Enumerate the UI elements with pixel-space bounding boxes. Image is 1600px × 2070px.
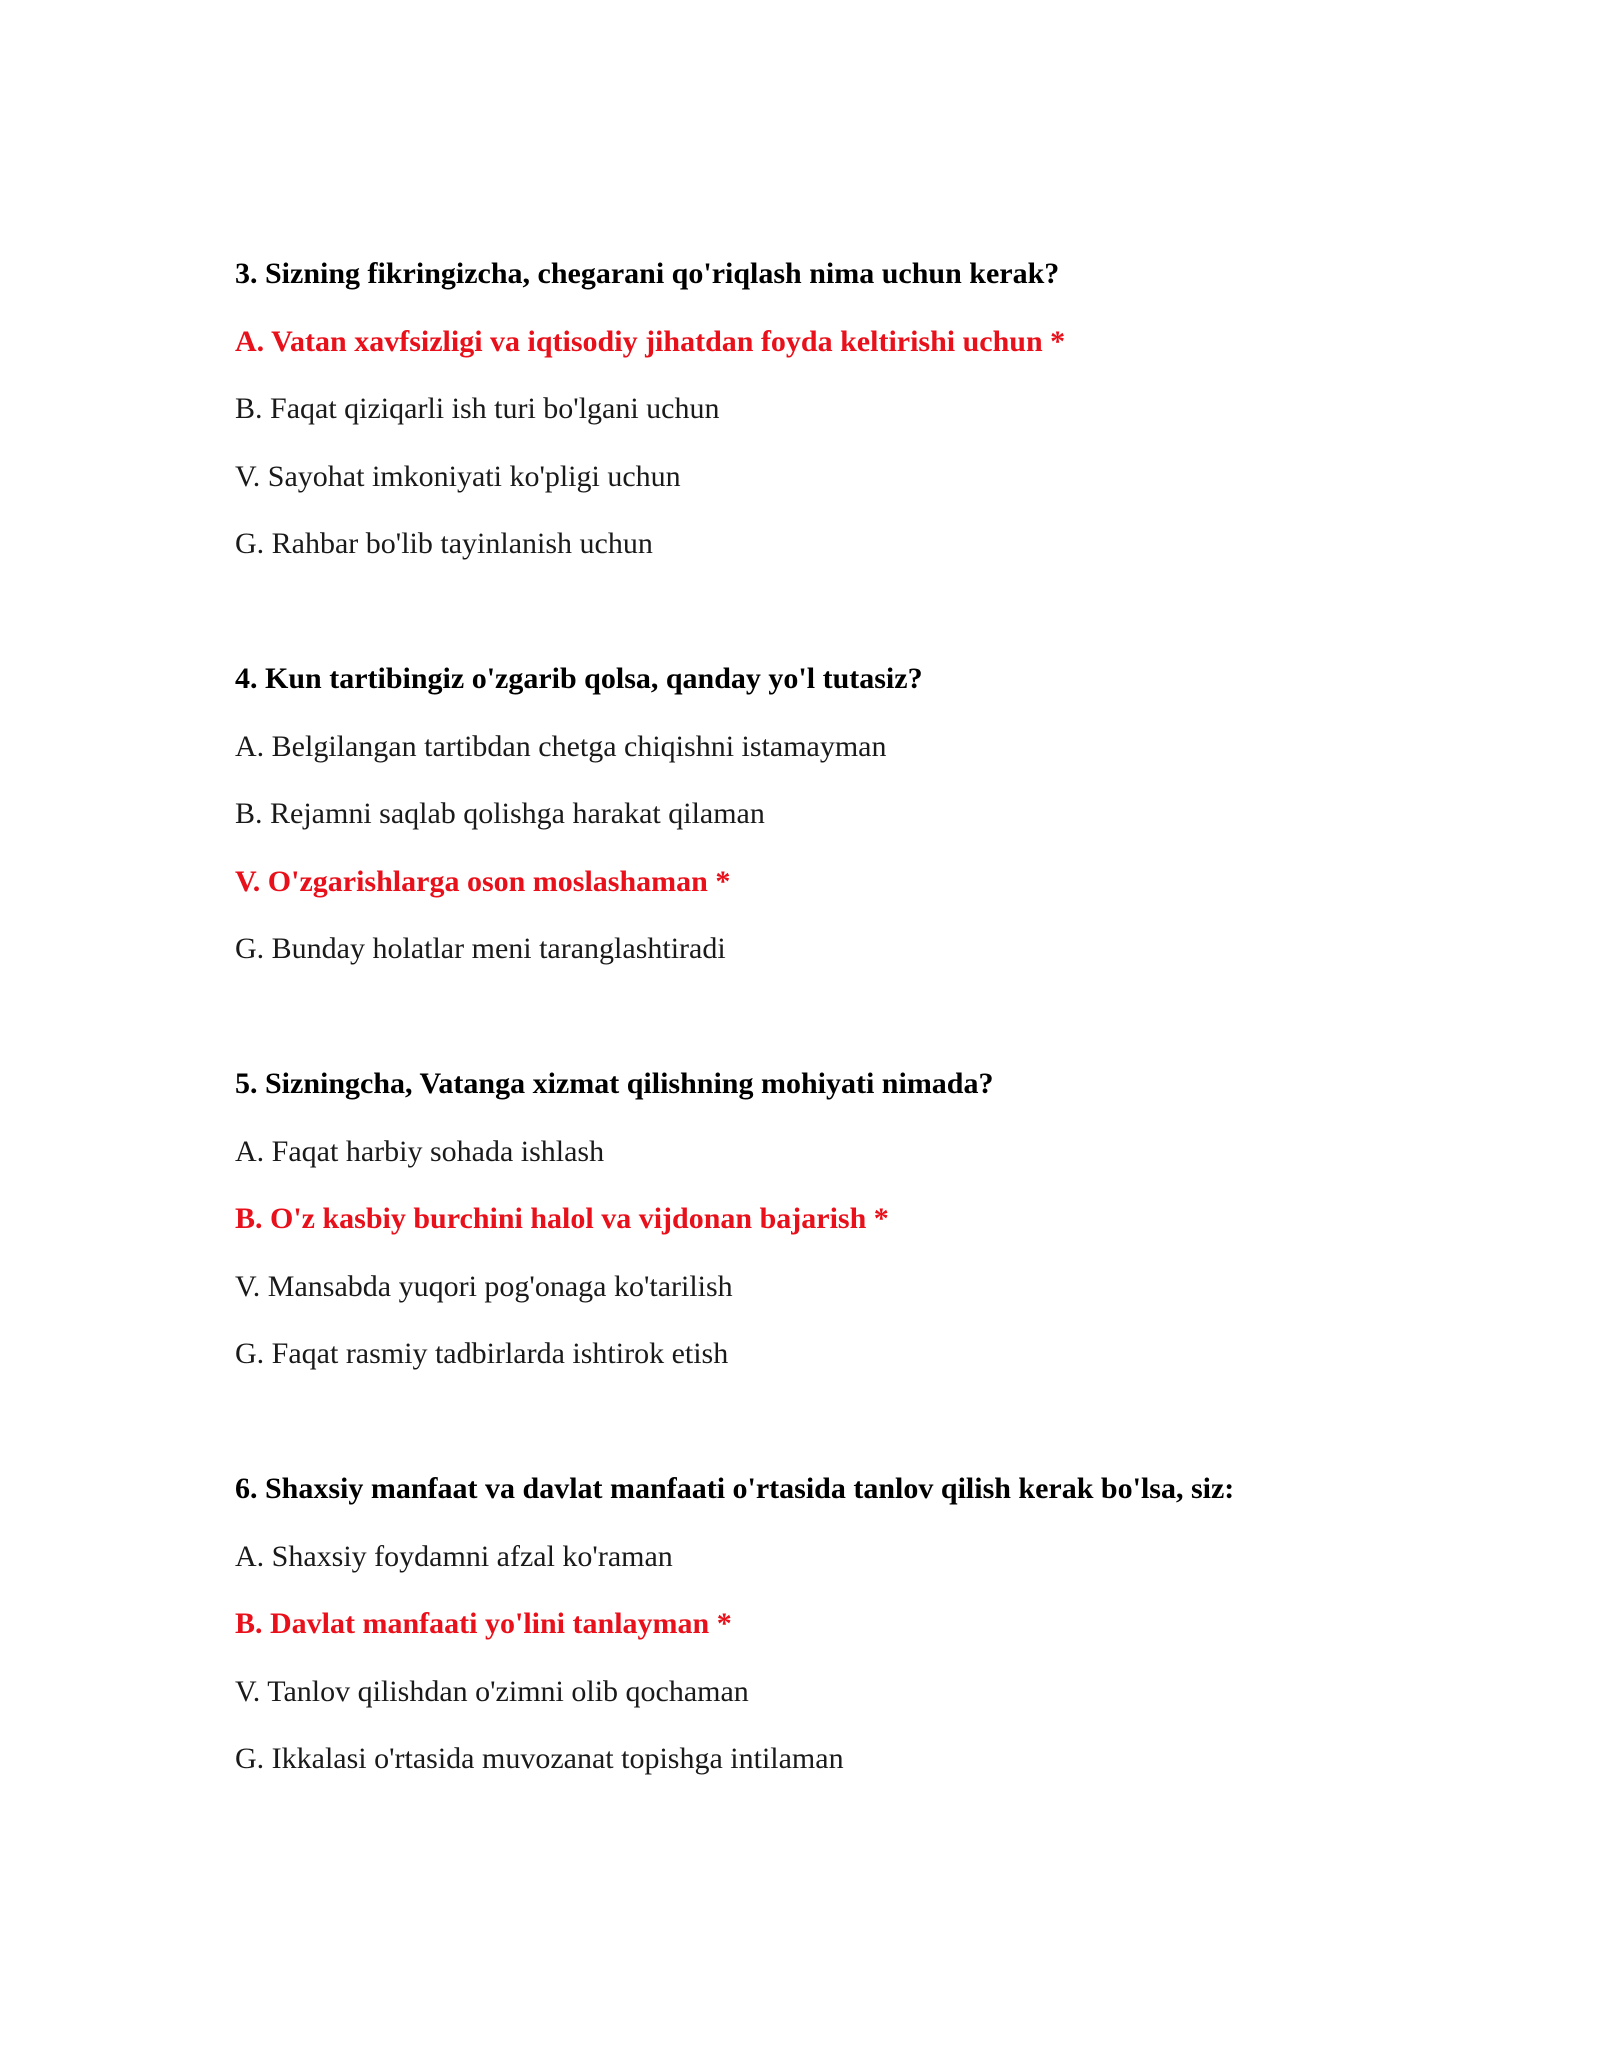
answer-option-a: A. Faqat harbiy sohada ishlash bbox=[235, 1134, 605, 1168]
question-5-block bbox=[235, 1062, 1485, 1400]
answer-option-v: V. Tanlov qilishdan o'zimni olib qochaman bbox=[235, 1674, 749, 1708]
question-title: 4. Kun tartibingiz o'zgarib qolsa, qanday yo'l tutasiz? bbox=[235, 662, 923, 695]
answer-option-b: B. Davlat manfaati yo'lini tanlayman * bbox=[235, 1607, 732, 1640]
answer-option-a: A. Belgilangan tartibdan chetga chiqishni istamayman bbox=[235, 729, 887, 763]
answer-option-v: V. O'zgarishlarga oson moslashaman * bbox=[235, 864, 731, 898]
answer-option-b: B. Faqat qiziqarli ish turi bo'lgani uchun bbox=[235, 392, 720, 425]
answer-option-g: G. Rahbar bo'lib tayinlanish uchun bbox=[235, 527, 653, 560]
answer-option-a: A. Vatan xavfsizligi va iqtisodiy jihatdan foyda keltirishi uchun * bbox=[235, 324, 1066, 358]
question-3-block bbox=[235, 252, 1485, 590]
question-title: 3. Sizning fikringizcha, chegarani qo'riqlash nima uchun kerak? bbox=[235, 257, 1060, 290]
answer-option-b: B. O'z kasbiy burchini halol va vijdonan bajarish * bbox=[235, 1202, 889, 1235]
answer-option-v: V. Sayohat imkoniyati ko'pligi uchun bbox=[235, 459, 681, 493]
answer-option-g: G. Bunday holatlar meni taranglashtiradi bbox=[235, 932, 726, 965]
answer-option-b: B. Rejamni saqlab qolishga harakat qilaman bbox=[235, 797, 765, 830]
question-title: 5. Sizningcha, Vatanga xizmat qilishning mohiyati nimada? bbox=[235, 1067, 994, 1100]
answer-option-a: A. Shaxsiy foydamni afzal ko'raman bbox=[235, 1539, 673, 1573]
question-title: 6. Shaxsiy manfaat va davlat manfaati o'rtasida tanlov qilish kerak bo'lsa, siz: bbox=[235, 1472, 1235, 1505]
answer-option-g: G. Ikkalasi o'rtasida muvozanat topishga intilaman bbox=[235, 1742, 844, 1775]
answer-option-g: G. Faqat rasmiy tadbirlarda ishtirok etish bbox=[235, 1337, 729, 1370]
question-4-block bbox=[235, 657, 1485, 995]
question-6-block bbox=[235, 1467, 1485, 1805]
answer-option-v: V. Mansabda yuqori pog'onaga ko'tarilish bbox=[235, 1269, 733, 1303]
